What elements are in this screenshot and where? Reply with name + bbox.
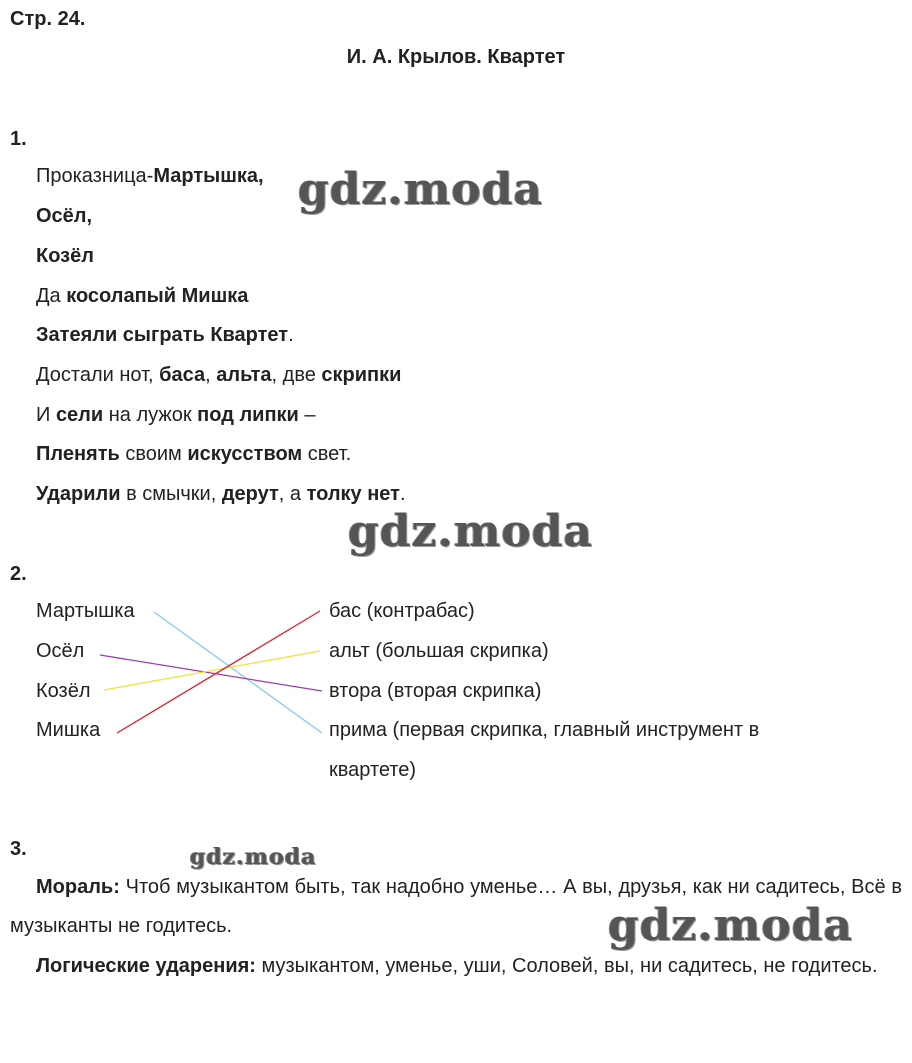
poem-segment: косолапый Мишка [66,285,249,307]
poem-segment: толку нет [306,483,400,505]
watermark: gdz.moda [348,506,594,557]
moral-text: Чтоб музыкантом быть, так надобно уменье… А вы, друзья, как ни садитесь, Всё в музыканты не годитесь. [10,876,903,937]
poem-segment: сели [55,404,104,426]
poem-segment: свет. [302,443,352,465]
poem-segment: Пленять [36,443,120,465]
connection-line [100,655,322,691]
poem-segment: Да [36,285,67,307]
poem-segment: альта [216,364,272,386]
poem-segment: Ударили [36,483,121,505]
poem-segment: Достали нот, [36,364,160,386]
stress-text: музыкантом, уменье, уши, Соловей, вы, ни садитесь, не годитесь. [261,955,878,977]
right-item-prima: прима (первая скрипка, главный инструмент в [329,719,760,741]
watermark: gdz.moda [608,900,854,951]
poem-segment: , [205,364,217,386]
right-item-bas: бас (контрабас) [329,600,475,622]
left-item-kozel: Козёл [36,680,91,702]
connection-line [154,612,322,733]
poem-segment: Мартышка, [153,165,264,187]
poem-segment: , а [278,483,307,505]
poem-segment: Осёл, [36,205,93,227]
task-3-number: 3. [10,838,27,860]
poem-segment: Затеяли сыграть Квартет [36,324,289,346]
poem-segment: И [36,404,56,426]
left-item-martyshka: Мартышка [36,600,135,622]
connection-line [104,651,320,690]
page-title: И. А. Крылов. Квартет [346,46,566,68]
left-item-osel: Осёл [36,640,85,662]
page-label: Стр. 24. [10,8,86,30]
watermark: gdz.moda [190,844,317,870]
task-1-number: 1. [10,128,27,150]
right-item-alt: альт (большая скрипка) [329,640,549,662]
poem-segment: . [399,483,406,505]
poem-segment: Козёл [36,245,94,267]
connection-line [117,611,320,733]
poem-segment: – [298,404,316,426]
left-item-mishka: Мишка [36,719,101,741]
stress-label: Логические ударения: [36,955,256,977]
right-item-prima-cont: квартете) [329,759,417,781]
poem-segment: в смычки, [120,483,222,505]
poem-segment: своим [119,443,188,465]
poem-segment: дерут [221,483,279,505]
task-2-number: 2. [10,563,27,585]
poem-segment: скрипки [321,364,402,386]
stress-paragraph [10,947,902,986]
poem-segment: Проказница- [36,165,154,187]
poem-segment: , две [271,364,322,386]
moral-label: Мораль: [36,876,120,898]
watermark: gdz.moda [298,164,544,215]
poem-segment: под липки [197,404,299,426]
poem-segment: на лужок [103,404,198,426]
poem-segment: искусством [187,443,303,465]
right-item-vtora: втора (вторая скрипка) [329,680,542,702]
poem-segment: . [288,324,294,346]
poem-segment: баса [159,364,206,386]
